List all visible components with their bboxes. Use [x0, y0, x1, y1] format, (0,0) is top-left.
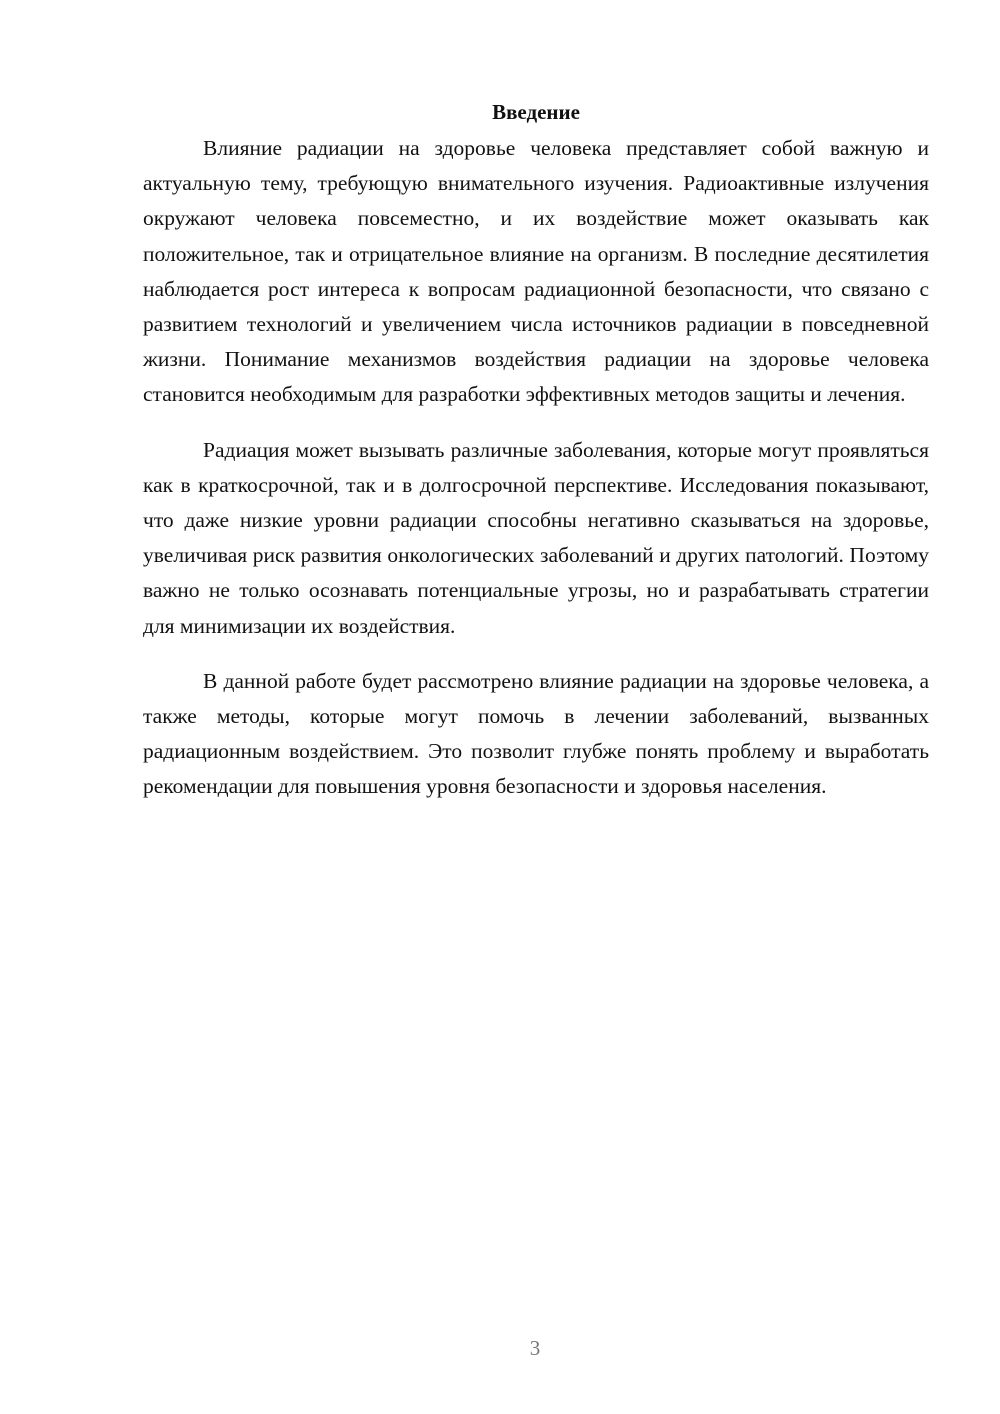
- paragraph-1: Влияние радиации на здоровье человека представляет собой важную и актуальную тему, требующую внимательного изучения. Радиоактивные излучения окружают человека повсеместно, и их воздействие может оказывать как положительное, так и отрицательное влияние на организм. В последние десятилетия наблюдается рост интереса к вопросам радиационной безопасности, что связано с развитием технологий и увеличением числа источников радиации в повседневной жизни. Понимание механизмов воздействия радиации на здоровье человека становится необходимым для разработки эффективных методов защиты и лечения.: [143, 136, 929, 407]
- paragraph-3: В данной работе будет рассмотрено влияние радиации на здоровье человека, а также методы, которые могут помочь в лечении заболеваний, вызванных радиационным воздействием. Это позволит глубже понять проблему и выработать рекомендации для повышения уровня безопасности и здоровья населения.: [143, 668, 929, 799]
- page-number: 3: [529, 1336, 541, 1360]
- section-heading: Введение: [492, 100, 580, 124]
- paragraph-2: Радиация может вызывать различные заболевания, которые могут проявляться как в краткосрочной, так и в долгосрочной перспективе. Исследования показывают, что даже низкие уровни радиации способны негативно сказываться на здоровье, увеличивая риск развития онкологических заболеваний и других патологий. Поэтому важно не только осознавать потенциальные угрозы, но и разрабатывать стратегии для минимизации их воздействия.: [143, 437, 929, 638]
- page-body: [143, 98, 929, 825]
